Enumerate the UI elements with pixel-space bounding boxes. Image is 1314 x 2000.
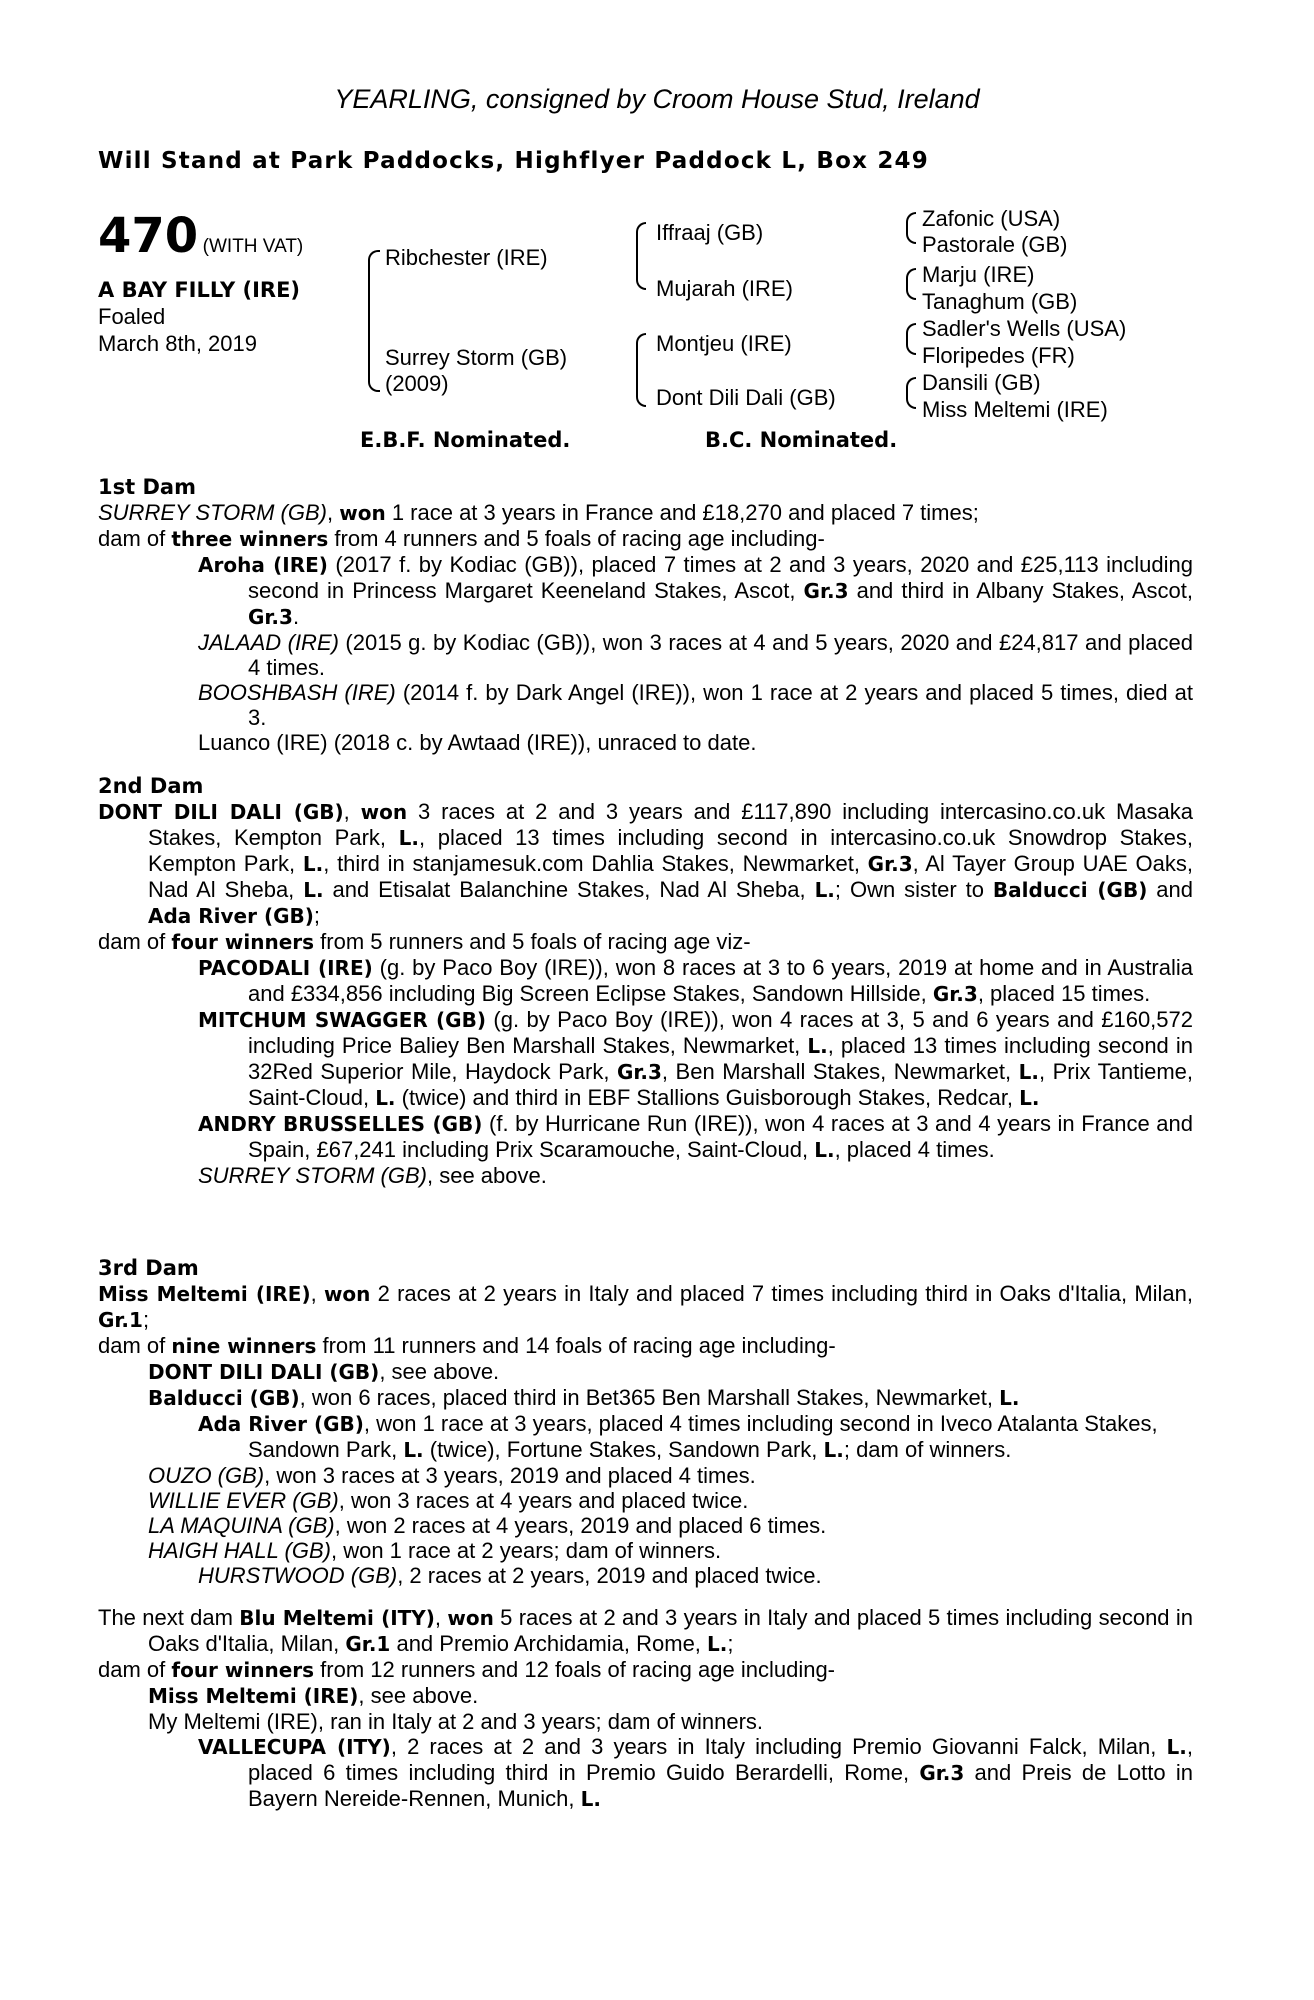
pedigree-gs1: Iffraaj (GB) — [656, 220, 764, 245]
offspring-hurstwood: HURSTWOOD (GB), 2 races at 2 years, 2019 and placed twice. — [198, 1563, 822, 1588]
offspring-my-meltemi: My Meltemi (IRE), ran in Italy at 2 and 3 years; dam of winners. — [148, 1709, 764, 1734]
third-dam-heading: 3rd Dam — [98, 1256, 199, 1280]
pedigree-dam: Surrey Storm (GB) — [385, 345, 568, 370]
second-dam-record: DONT DILI DALI (GB), won 3 races at 2 and 3 years and £117,890 including intercasino.co.uk Masaka Stakes, Kempton Park, L., placed 13 times including second in intercasino.co.uk Snowdrop Stakes, Kempton Park, L., third in stanjamesuk.com Dahlia Stakes, Newmarket, Gr.3, Al Tayer Group UAE Oaks, Nad Al Sheba, L. and Etisalat Balanchine Stakes, Nad Al Sheba, L.; Own sister to Balducci (GB) and Ada River (GB); — [98, 799, 1193, 928]
offspring-la-maquina: LA MAQUINA (GB), won 2 races at 4 years, 2019 and placed 6 times. — [148, 1513, 827, 1538]
offspring-haigh-hall: HAIGH HALL (GB), won 1 race at 2 years; dam of winners. — [148, 1538, 722, 1563]
next-dam-produce: dam of four winners from 12 runners and 12 foals of racing age including- — [98, 1657, 836, 1682]
pedigree-ggs7: Dansili (GB) — [922, 370, 1041, 395]
lot-number: 470 — [98, 208, 199, 264]
offspring-ouzo: OUZO (GB), won 3 races at 3 years, 2019 and placed 4 times. — [148, 1463, 756, 1488]
offspring-dont-dili-dali: DONT DILI DALI (GB), see above. — [148, 1359, 500, 1384]
bc-nomination: B.C. Nominated. — [705, 428, 898, 452]
offspring-luanco: Luanco (IRE) (2018 c. by Awtaad (IRE)), unraced to date. — [198, 730, 757, 755]
offspring-vallecupa: VALLECUPA (ITY), 2 races at 2 and 3 years in Italy including Premio Giovanni Falck, Milan, L., placed 6 times including third in Premio Guido Berardelli, Rome, Gr.3 and Preis de Lotto in Bayern Nereide-Rennen, Munich, L. — [198, 1734, 1193, 1811]
second-dam-produce: dam of four winners from 5 runners and 5 foals of racing age viz- — [98, 929, 751, 954]
pedigree-brace-3c — [906, 323, 916, 355]
third-dam-section — [98, 1256, 1193, 1588]
offspring-ada-river: Ada River (GB), won 1 race at 3 years, placed 4 times including second in Iveco Atalanta Stakes, Sandown Park, L. (twice), Fortune Stakes, Sandown Park, L.; dam of winners. — [198, 1411, 1158, 1462]
offspring-pacodali: PACODALI (IRE) (g. by Paco Boy (IRE)), won 8 races at 3 to 6 years, 2019 at home and in Australia and £334,856 including Big Screen Eclipse Stakes, Sandown Hillside, Gr.3, placed 15 times. — [198, 955, 1194, 1006]
pedigree-ggs3: Marju (IRE) — [922, 262, 1035, 287]
pedigree-gs3: Montjeu (IRE) — [656, 331, 792, 356]
second-dam-section — [98, 774, 1193, 1188]
offspring-surrey-storm: SURREY STORM (GB), see above. — [198, 1163, 547, 1188]
pedigree-ggs6: Floripedes (FR) — [922, 343, 1075, 368]
pedigree-ggs2: Pastorale (GB) — [922, 232, 1068, 257]
stand-location: Will Stand at Park Paddocks, Highflyer Paddock L, Box 249 — [98, 148, 929, 174]
offspring-willie-ever: WILLIE EVER (GB), won 3 races at 4 years and placed twice. — [148, 1488, 749, 1513]
second-dam-heading: 2nd Dam — [98, 774, 204, 798]
first-dam-section — [98, 475, 1193, 755]
offspring-mitchum-swagger: MITCHUM SWAGGER (GB) (g. by Paco Boy (IRE)), won 4 races at 3, 5 and 6 years and £160,572 including Price Baliey Ben Marshall Stakes, Newmarket, L., placed 13 times including second in 32Red Superior Mile, Haydock Park, Gr.3, Ben Marshall Stakes, Newmarket, L., Prix Tantieme, Saint-Cloud, L. (twice) and third in EBF Stallions Guisborough Stakes, Redcar, L. — [198, 1007, 1194, 1110]
third-dam-produce: dam of nine winners from 11 runners and 14 foals of racing age including- — [98, 1333, 836, 1358]
next-dam-record: The next dam Blu Meltemi (ITY), won 5 races at 2 and 3 years in Italy and placed 5 times including second in Oaks d'Italia, Milan, Gr.1 and Premio Archidamia, Rome, L.; — [98, 1605, 1193, 1656]
pedigree-brace-3b — [906, 268, 916, 300]
vat-note: (WITH VAT) — [202, 236, 304, 257]
pedigree-ggs4: Tanaghum (GB) — [922, 289, 1078, 314]
horse-name: A BAY FILLY (IRE) — [98, 278, 301, 302]
pedigree-brace-3d — [906, 377, 916, 409]
pedigree-brace-1 — [368, 250, 380, 392]
pedigree-ggs5: Sadler's Wells (USA) — [922, 316, 1127, 341]
pedigree-ggs8: Miss Meltemi (IRE) — [922, 397, 1108, 422]
offspring-jalaad: JALAAD (IRE) (2015 g. by Kodiac (GB)), won 3 races at 4 and 5 years, 2020 and £24,817 and placed 4 times. — [198, 630, 1193, 680]
pedigree-dam-year: (2009) — [385, 371, 449, 396]
pedigree-gs4: Dont Dili Dali (GB) — [656, 385, 836, 410]
pedigree-brace-2a — [636, 222, 646, 290]
offspring-andry-brusselles: ANDRY BRUSSELLES (GB) (f. by Hurricane Run (IRE)), won 4 races at 3 and 4 years in France and Spain, £67,241 including Prix Scaramouche, Saint-Cloud, L., placed 4 times. — [198, 1111, 1193, 1162]
ebf-nomination: E.B.F. Nominated. — [360, 428, 571, 452]
offspring-aroha: Aroha (IRE) (2017 f. by Kodiac (GB)), placed 7 times at 2 and 3 years, 2020 and £25,113 including second in Princess Margaret Keeneland Stakes, Ascot, Gr.3 and third in Albany Stakes, Ascot, Gr.3. — [198, 552, 1193, 629]
offspring-booshbash: BOOSHBASH (IRE) (2014 f. by Dark Angel (IRE)), won 1 race at 2 years and placed 5 times, died at 3. — [198, 680, 1193, 730]
foaled-label: Foaled — [98, 304, 166, 329]
first-dam-produce: dam of three winners from 4 runners and 5 foals of racing age including- — [98, 526, 825, 551]
foaled-date: March 8th, 2019 — [98, 331, 257, 356]
pedigree-brace-2b — [636, 333, 646, 407]
offspring-balducci: Balducci (GB), won 6 races, placed third in Bet365 Ben Marshall Stakes, Newmarket, L. — [148, 1385, 1020, 1410]
lot-number-line — [98, 208, 303, 264]
pedigree-gs2: Mujarah (IRE) — [656, 276, 793, 301]
next-dam-section — [98, 1605, 1193, 1812]
first-dam-heading: 1st Dam — [98, 475, 196, 499]
catalogue-header: YEARLING, consigned by Croom House Stud, Ireland — [334, 84, 980, 114]
offspring-miss-meltemi: Miss Meltemi (IRE), see above. — [148, 1683, 479, 1708]
third-dam-record: Miss Meltemi (IRE), won 2 races at 2 years in Italy and placed 7 times including third in Oaks d'Italia, Milan, Gr.1; — [98, 1281, 1194, 1332]
first-dam-record: SURREY STORM (GB), won 1 race at 3 years in France and £18,270 and placed 7 times; — [98, 500, 979, 525]
pedigree-ggs1: Zafonic (USA) — [922, 206, 1061, 231]
pedigree-sire: Ribchester (IRE) — [385, 245, 548, 270]
pedigree-brace-3a — [906, 212, 916, 244]
